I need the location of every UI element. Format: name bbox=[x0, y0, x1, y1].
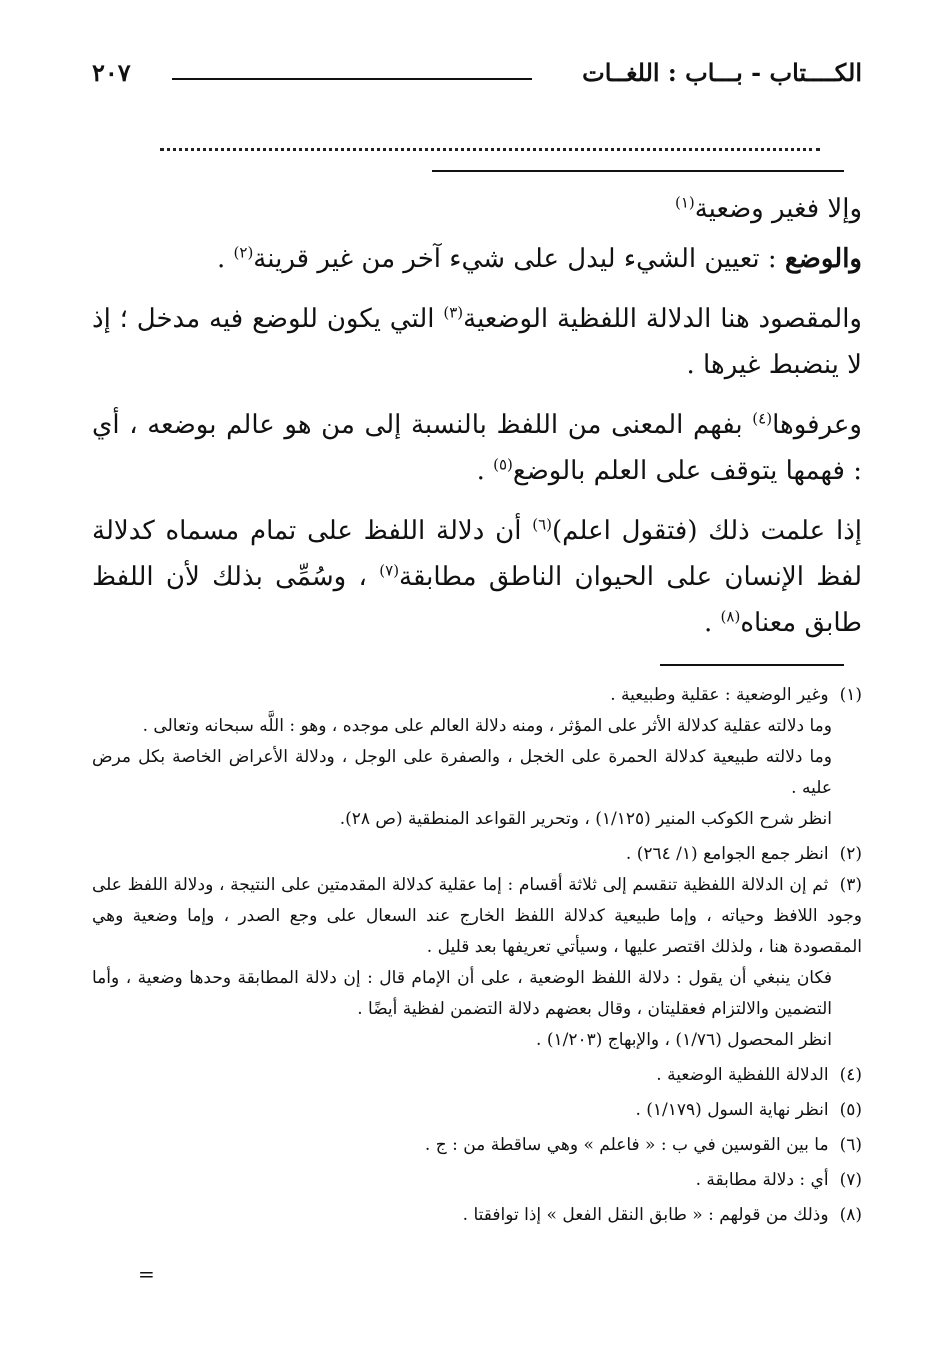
paragraph-3-text-a: والمقصود هنا الدلالة اللفظية الوضعية bbox=[463, 304, 862, 334]
footnote-5-number: (٥) bbox=[839, 1100, 862, 1120]
footnote-3-line-2: فكان ينبغي أن يقول : دلالة اللفظ الوضعية ، على أن الإمام قال : إن دلالة المطابقة وحدها وضعية ، وأما التضمين والالتزام فعقليتان ، وقال بعضهم دلالة التضمن لفظية أيضًا . bbox=[92, 968, 832, 1019]
footnote-7-number: (٧) bbox=[839, 1170, 862, 1190]
top-rule bbox=[432, 170, 844, 172]
footnote-3-number: (٣) bbox=[839, 875, 862, 895]
dotted-separator bbox=[160, 138, 820, 151]
page-header bbox=[92, 58, 862, 98]
footnote-ref-4[interactable]: (٤) bbox=[752, 409, 773, 428]
footnote-ref-8[interactable]: (٨) bbox=[720, 607, 741, 626]
page-number: ٢٠٧ bbox=[92, 58, 131, 87]
footnote-5-text: انظر نهاية السول (١/١٧٩) . bbox=[635, 1100, 829, 1120]
paragraph-4 bbox=[92, 402, 862, 494]
paragraph-4-end: . bbox=[476, 456, 485, 486]
header-rule bbox=[172, 78, 532, 80]
footnote-1-number: (١) bbox=[839, 685, 862, 705]
footnote-ref-5[interactable]: (٥) bbox=[493, 455, 513, 474]
footnote-2-number: (٢) bbox=[839, 844, 862, 864]
footnote-ref-1[interactable]: (١) bbox=[674, 193, 695, 212]
footnote-ref-6[interactable]: (٦) bbox=[532, 515, 553, 534]
footnote-7-text: أي : دلالة مطابقة . bbox=[695, 1170, 829, 1190]
footnote-3-line-1: ثم إن الدلالة اللفظية تنقسم إلى ثلاثة أقسام : إما عقلية كدلالة المقدمتين على النتيجة ، ودلالة اللفظ على وجود اللافظ وحياته ، وإما طبيعية كدلالة اللفظ الخارج عند السعال على وجع الصدر ، وإما وضعية وهي المقصودة هنا ، ولذلك اقتصر عليها ، وسيأتي تعريفها بعد قليل . bbox=[92, 875, 862, 957]
footnote-4-number: (٤) bbox=[839, 1065, 862, 1085]
footnote-ref-3[interactable]: (٣) bbox=[443, 303, 464, 322]
footnote-3 bbox=[92, 870, 862, 963]
footnote-1-line-4: انظر شرح الكوكب المنير (١/١٢٥) ، وتحرير القواعد المنطقية (ص ٢٨). bbox=[339, 809, 832, 829]
footnote-ref-7[interactable]: (٧) bbox=[379, 561, 400, 580]
paragraph-5-text-a: إذا علمت ذلك (فتقول اعلم) bbox=[552, 516, 862, 546]
footnote-4 bbox=[92, 1060, 862, 1091]
paragraph-5 bbox=[92, 508, 862, 646]
footnote-4-text: الدلالة اللفظية الوضعية . bbox=[656, 1065, 829, 1085]
footnote-7 bbox=[92, 1165, 862, 1196]
footnote-6 bbox=[92, 1130, 862, 1161]
footnotes bbox=[92, 680, 862, 1231]
footnote-ref-2[interactable]: (٢) bbox=[233, 243, 254, 262]
footnote-1-line-2: وما دلالته عقلية كدلالة الأثر على المؤثر ، ومنه دلالة العالم على موجده ، وهو : اللَّه سبحانه وتعالى . bbox=[142, 716, 832, 736]
footnote-separator bbox=[660, 664, 844, 666]
paragraph-2-text: : تعيين الشيء ليدل على شيء آخر من غير قرينة bbox=[253, 244, 777, 274]
paragraph-1-text: وإلا فغير وضعية bbox=[694, 194, 862, 224]
footnote-5 bbox=[92, 1095, 862, 1126]
footnote-8-number: (٨) bbox=[839, 1205, 862, 1225]
footnote-1 bbox=[92, 680, 862, 711]
paragraph-1 bbox=[92, 186, 862, 232]
footnote-6-number: (٦) bbox=[839, 1135, 862, 1155]
footnote-1-line-1: وغير الوضعية : عقلية وطبيعية . bbox=[610, 685, 829, 705]
footnote-3-line-3: انظر المحصول (١/٧٦) ، والإبهاج (١/٢٠٣) . bbox=[536, 1030, 832, 1050]
footnote-1-line-3: وما دلالته طبيعية كدلالة الحمرة على الخجل ، والصفرة على الوجل ، ودلالة الأعراض الخاصة بكل مرض عليه . bbox=[92, 747, 832, 798]
main-text bbox=[92, 186, 862, 660]
paragraph-2 bbox=[92, 236, 862, 282]
paragraph-4-text-b: بفهم المعنى من اللفظ بالنسبة إلى من هو عالم بوضعه ، أي : فهمها يتوقف على العلم بالوضع bbox=[92, 410, 862, 486]
paragraph-2-end: . bbox=[216, 244, 226, 274]
footnote-2 bbox=[92, 839, 862, 870]
footnote-8-text: وذلك من قولهم : « طابق النقل الفعل » إذا توافقتا . bbox=[462, 1205, 829, 1225]
paragraph-3 bbox=[92, 296, 862, 388]
paragraph-4-text-a: وعرفوها bbox=[772, 410, 862, 440]
paragraph-5-end: . bbox=[704, 608, 713, 638]
running-title: الكــــتاب - بـــاب : اللغــات bbox=[582, 58, 862, 87]
footnote-2-text: انظر جمع الجوامع (١/ ٢٦٤) . bbox=[625, 844, 829, 864]
footnote-8 bbox=[92, 1200, 862, 1231]
paragraph-3-text-b: التي يكون للوضع فيه مدخل ؛ إذ لا ينضبط غيرها . bbox=[92, 304, 862, 380]
paragraph-5-text-b: أن دلالة اللفظ على تمام مسماه كدلالة لفظ الإنسان على الحيوان الناطق مطابقة bbox=[92, 516, 863, 592]
term-wad: والوضع bbox=[784, 244, 862, 274]
footnote-6-text: ما بين القوسين في ب : « فاعلم » وهي ساقطة من : ج . bbox=[424, 1135, 829, 1155]
paragraph-5-text-c: ، وسُمِّى بذلك لأن اللفظ طابق معناه bbox=[92, 562, 862, 638]
continuation-marker: = bbox=[138, 1262, 155, 1286]
